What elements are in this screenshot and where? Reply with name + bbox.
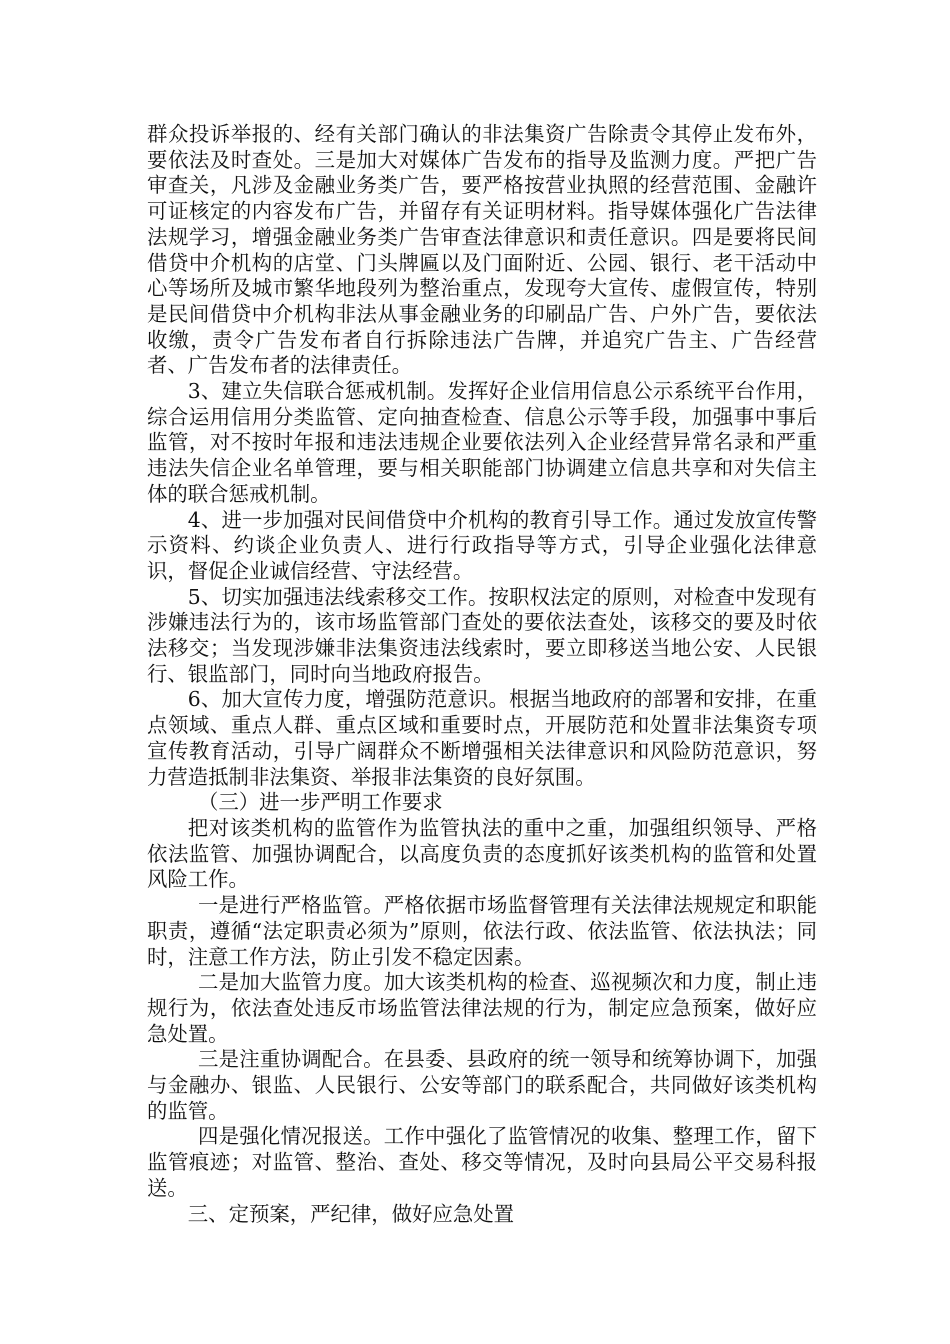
paragraph-point-2: 二是加大监管力度。加大该类机构的检查、巡视频次和力度，制止违规行为，依法查处违反市场监管法律法规的行为，制定应急预案，做好应急处置。 xyxy=(147,970,817,1046)
paragraph-point-4: 四是强化情况报送。工作中强化了监管情况的收集、整理工作，留下监管痕迹；对监管、整治、查处、移交等情况，及时向县局公平交易科报送。 xyxy=(147,1124,817,1200)
paragraph-item-3: 3、建立失信联合惩戒机制。发挥好企业信用信息公示系统平台作用，综合运用信用分类监管、定向抽查检查、信息公示等手段，加强事中事后监管，对不按时年报和违法违规企业要依法列入企业经营异常名录和严重违法失信企业名单管理，要与相关职能部门协调建立信息共享和对失信主体的联合惩戒机制。 xyxy=(147,379,817,506)
paragraph-point-1: 一是进行严格监管。严格依据市场监督管理有关法律法规规定和职能职责，遵循“法定职责必须为”原则，依法行政、依法监管、依法执法；同时，注意工作方法，防止引发不稳定因素。 xyxy=(147,893,817,969)
section-heading-3: （三）进一步严明工作要求 xyxy=(198,790,443,815)
paragraph-ad-supervision: 群众投诉举报的、经有关部门确认的非法集资广告除责令其停止发布外，要依法及时查处。三是加大对媒体广告发布的指导及监测力度。严把广告审查关，凡涉及金融业务类广告，要严格按营业执照的经营范围、金融许可证核定的内容发布广告，并留存有关证明材料。指导媒体强化广告法律法规学习，增强金融业务类广告审查法律意识和责任意识。四是要将民间借贷中介机构的店堂、门头牌匾以及门面附近、公园、银行、老干活动中心等场所及城市繁华地段列为整治重点，发现夸大宣传、虚假宣传，特别是民间借贷中介机构非法从事金融业务的印刷品广告、户外广告，要依法收缴，责令广告发布者自行拆除违法广告牌，并追究广告主、广告经营者、广告发布者的法律责任。 xyxy=(147,122,817,378)
paragraph-item-6: 6、加大宣传力度，增强防范意识。根据当地政府的部署和安排，在重点领域、重点人群、重点区域和重要时点，开展防范和处置非法集资专项宣传教育活动，引导广阔群众不断增强相关法律意识和风险防范意识，努力营造抵制非法集资、举报非法集资的良好氛围。 xyxy=(147,687,817,789)
paragraph-requirements-intro: 把对该类机构的监管作为监管执法的重中之重，加强组织领导、严格依法监管、加强协调配合，以高度负责的态度抓好该类机构的监管和处置风险工作。 xyxy=(147,815,817,892)
document-body xyxy=(147,122,817,1227)
paragraph-item-5: 5、切实加强违法线索移交工作。按职权法定的原则，对检查中发现有涉嫌违法行为的，该市场监管部门查处的要依法查处，该移交的要及时依法移交；当发现涉嫌非法集资违法线索时，要立即移送当地公安、人民银行、银监部门，同时向当地政府报告。 xyxy=(147,584,817,686)
chapter-heading-3: 三、定预案，严纪律，做好应急处置 xyxy=(187,1201,515,1226)
paragraph-point-3: 三是注重协调配合。在县委、县政府的统一领导和统筹协调下，加强与金融办、银监、人民银行、公安等部门的联系配合，共同做好该类机构的监管。 xyxy=(147,1047,817,1123)
paragraph-item-4: 4、进一步加强对民间借贷中介机构的教育引导工作。通过发放宣传警示资料、约谈企业负责人、进行行政指导等方式，引导企业强化法律意识，督促企业诚信经营、守法经营。 xyxy=(147,507,817,583)
